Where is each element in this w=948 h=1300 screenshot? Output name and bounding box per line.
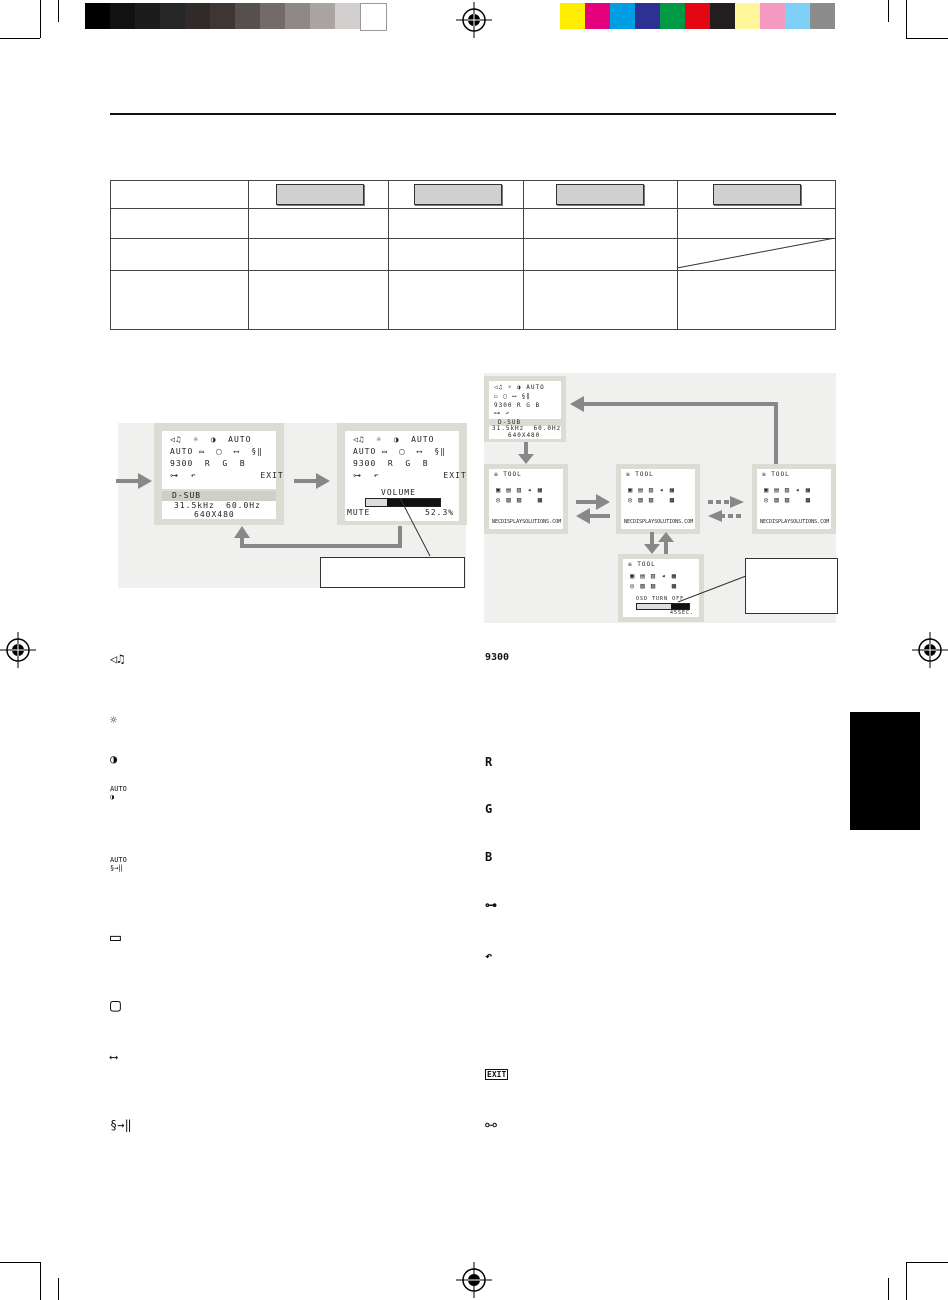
legend-icon: §→‖ <box>110 1118 132 1132</box>
osd-icons-row1: ◁♫ ☼ ◑ AUTO <box>353 435 435 444</box>
gray-swatch <box>210 3 235 29</box>
gray-swatch <box>285 3 310 29</box>
osd-tool-url: NECDISPLAYSOLUTIONS.COM <box>624 519 694 525</box>
header-rule <box>110 113 836 115</box>
gray-swatch <box>335 3 360 29</box>
legend-icon: ◁♫ <box>110 652 125 666</box>
osd-icons-row4: ⊶ ↶ EXIT <box>353 471 467 480</box>
registration-mark-top <box>456 2 492 38</box>
volume-callout-box <box>320 557 465 588</box>
legend-icon: ⟷ <box>110 1050 118 1064</box>
osd-icons-row1: ◁♫ ☼ ◑ AUTO <box>170 435 252 444</box>
legend-icon: R <box>485 755 493 769</box>
osd-tool-screen: ≡ TOOL ▣ ▤ ▥ ◂ ▦ ◎ ▧ ▨ ▩ NECDISPLAYSOLUTIONS.COM <box>484 464 568 534</box>
osd-tool-screen-timer: ≡ TOOL ▣ ▤ ▥ ◂ ▦ ◎ ▧ ▨ ▩ OSD TURN OFF 45SEC. <box>618 554 704 622</box>
osd-input-label: D-SUB <box>172 491 202 500</box>
crop-mark <box>0 38 40 39</box>
color-swatch <box>635 3 660 29</box>
gray-swatch <box>235 3 260 29</box>
crop-mark <box>906 38 948 39</box>
gray-swatch <box>310 3 335 29</box>
crop-mark <box>0 1262 40 1263</box>
legend-icon: AUTO §→‖ <box>110 856 127 872</box>
osd-tool-title: ≡ TOOL <box>494 471 522 478</box>
legend-icon: ⧟ <box>485 1117 498 1131</box>
legend-icon: B <box>485 850 493 864</box>
bidirectional-vertical-arrow-icon <box>644 532 674 556</box>
registration-mark-right <box>912 632 948 668</box>
osd-tool-url: NECDISPLAYSOLUTIONS.COM <box>760 519 830 525</box>
osd-tool-title: ≡ TOOL <box>628 561 656 568</box>
callout-leader <box>396 496 436 558</box>
color-swatch <box>785 3 810 29</box>
gray-swatch <box>110 3 135 29</box>
osd-input-label: D-SUB <box>498 419 522 426</box>
osd-mute-label: MUTE <box>347 508 371 517</box>
legend-icon: ◑ <box>110 752 118 766</box>
legend-icon: EXIT <box>487 1070 507 1079</box>
gray-swatch <box>160 3 185 29</box>
legend-icon: ▭ <box>110 927 121 948</box>
legend-icon: ⊶ <box>485 898 497 912</box>
controls-table <box>110 180 836 330</box>
return-arrow-icon <box>566 394 782 466</box>
table-header-button <box>276 184 364 205</box>
color-swatch <box>610 3 635 29</box>
return-arrow-icon <box>230 524 406 554</box>
osd-freq-h: 31.5kHz <box>174 501 215 510</box>
arrow-right-icon <box>294 473 330 489</box>
crop-mark <box>906 0 907 38</box>
color-swatch <box>735 3 760 29</box>
gray-swatch <box>135 3 160 29</box>
dashed-arrow-icon <box>708 494 744 524</box>
gray-swatch <box>260 3 285 29</box>
color-swatch <box>760 3 785 29</box>
bidirectional-arrow-icon <box>576 494 610 524</box>
color-swatch <box>685 3 710 29</box>
registration-mark-bottom <box>456 1262 492 1298</box>
crop-mark <box>40 1262 41 1300</box>
osd-resolution: 640X480 <box>508 432 541 439</box>
registration-mark-left <box>0 632 36 668</box>
crop-mark <box>888 0 889 22</box>
section-tab <box>850 712 920 830</box>
osd-icons-row2: AUTO ▭ ▢ ⟷ §‖ <box>170 447 264 456</box>
gray-swatch <box>360 3 387 31</box>
osd-screen-main <box>154 423 284 525</box>
gray-swatch <box>85 3 110 29</box>
osd-tool-screen: ≡ TOOL ▣ ▤ ▥ ◂ ▦ ◎ ▧ ▨ ▩ NECDISPLAYSOLUTIONS.COM <box>616 464 700 534</box>
table-header-button <box>414 184 502 205</box>
timer-callout-box <box>745 558 838 614</box>
arrow-down-icon <box>518 442 534 464</box>
table-diagonal <box>677 238 835 270</box>
crop-mark <box>58 0 59 22</box>
crop-mark <box>58 1278 59 1300</box>
crop-mark <box>40 0 41 38</box>
osd-turn-off-label: OSD TURN OFF <box>636 596 685 602</box>
legend-icon: G <box>485 802 493 816</box>
osd-screen-main-small: ◁♫ ☼ ◑ AUTO ▭ ▢ ⟷ §‖ 9300 R G B ⊶ ↶ D-SUB 31.5kHz 60.0Hz 640X480 <box>484 376 566 442</box>
table-header-button <box>556 184 644 205</box>
osd-resolution: 640X480 <box>194 510 235 519</box>
arrow-right-icon <box>116 473 152 489</box>
color-swatch <box>660 3 685 29</box>
legend-icon: ☼ <box>110 713 118 727</box>
osd-volume-value: 52.3% <box>425 508 455 517</box>
osd-icons-row2: AUTO ▭ ▢ ⟷ §‖ <box>353 447 447 456</box>
crop-mark <box>888 1278 889 1300</box>
osd-turn-off-value: 45SEC. <box>670 610 695 616</box>
osd-icons-row4: ⊶ ↶ EXIT <box>170 471 284 480</box>
color-swatch <box>585 3 610 29</box>
table-header-button <box>713 184 801 205</box>
gray-swatch <box>185 3 210 29</box>
osd-freq: 31.5kHz 60.0Hz <box>492 425 562 432</box>
legend-icon: ▢ <box>110 995 121 1016</box>
osd-icons-row3: 9300 R G B <box>170 459 246 468</box>
legend-icon: ↶ <box>485 949 493 963</box>
osd-tool-title: ≡ TOOL <box>762 471 790 478</box>
osd-freq-v: 60.0Hz <box>226 501 261 510</box>
timer-slider <box>636 603 690 610</box>
color-swatch <box>710 3 735 29</box>
osd-tool-title: ≡ TOOL <box>626 471 654 478</box>
color-swatch <box>560 3 585 29</box>
legend-icon: AUTO ◑ <box>110 785 127 801</box>
legend-icon: 9300 <box>485 652 510 663</box>
crop-mark <box>906 1262 948 1263</box>
osd-icons-row3: 9300 R G B <box>353 459 429 468</box>
callout-leader <box>676 574 748 604</box>
osd-volume-label: VOLUME <box>381 488 416 497</box>
osd-tool-url: NECDISPLAYSOLUTIONS.COM <box>492 519 562 525</box>
color-swatch <box>810 3 835 29</box>
osd-tool-screen: ≡ TOOL ▣ ▤ ▥ ◂ ▦ ◎ ▧ ▨ ▩ NECDISPLAYSOLUTIONS.COM <box>752 464 836 534</box>
crop-mark <box>906 1262 907 1300</box>
